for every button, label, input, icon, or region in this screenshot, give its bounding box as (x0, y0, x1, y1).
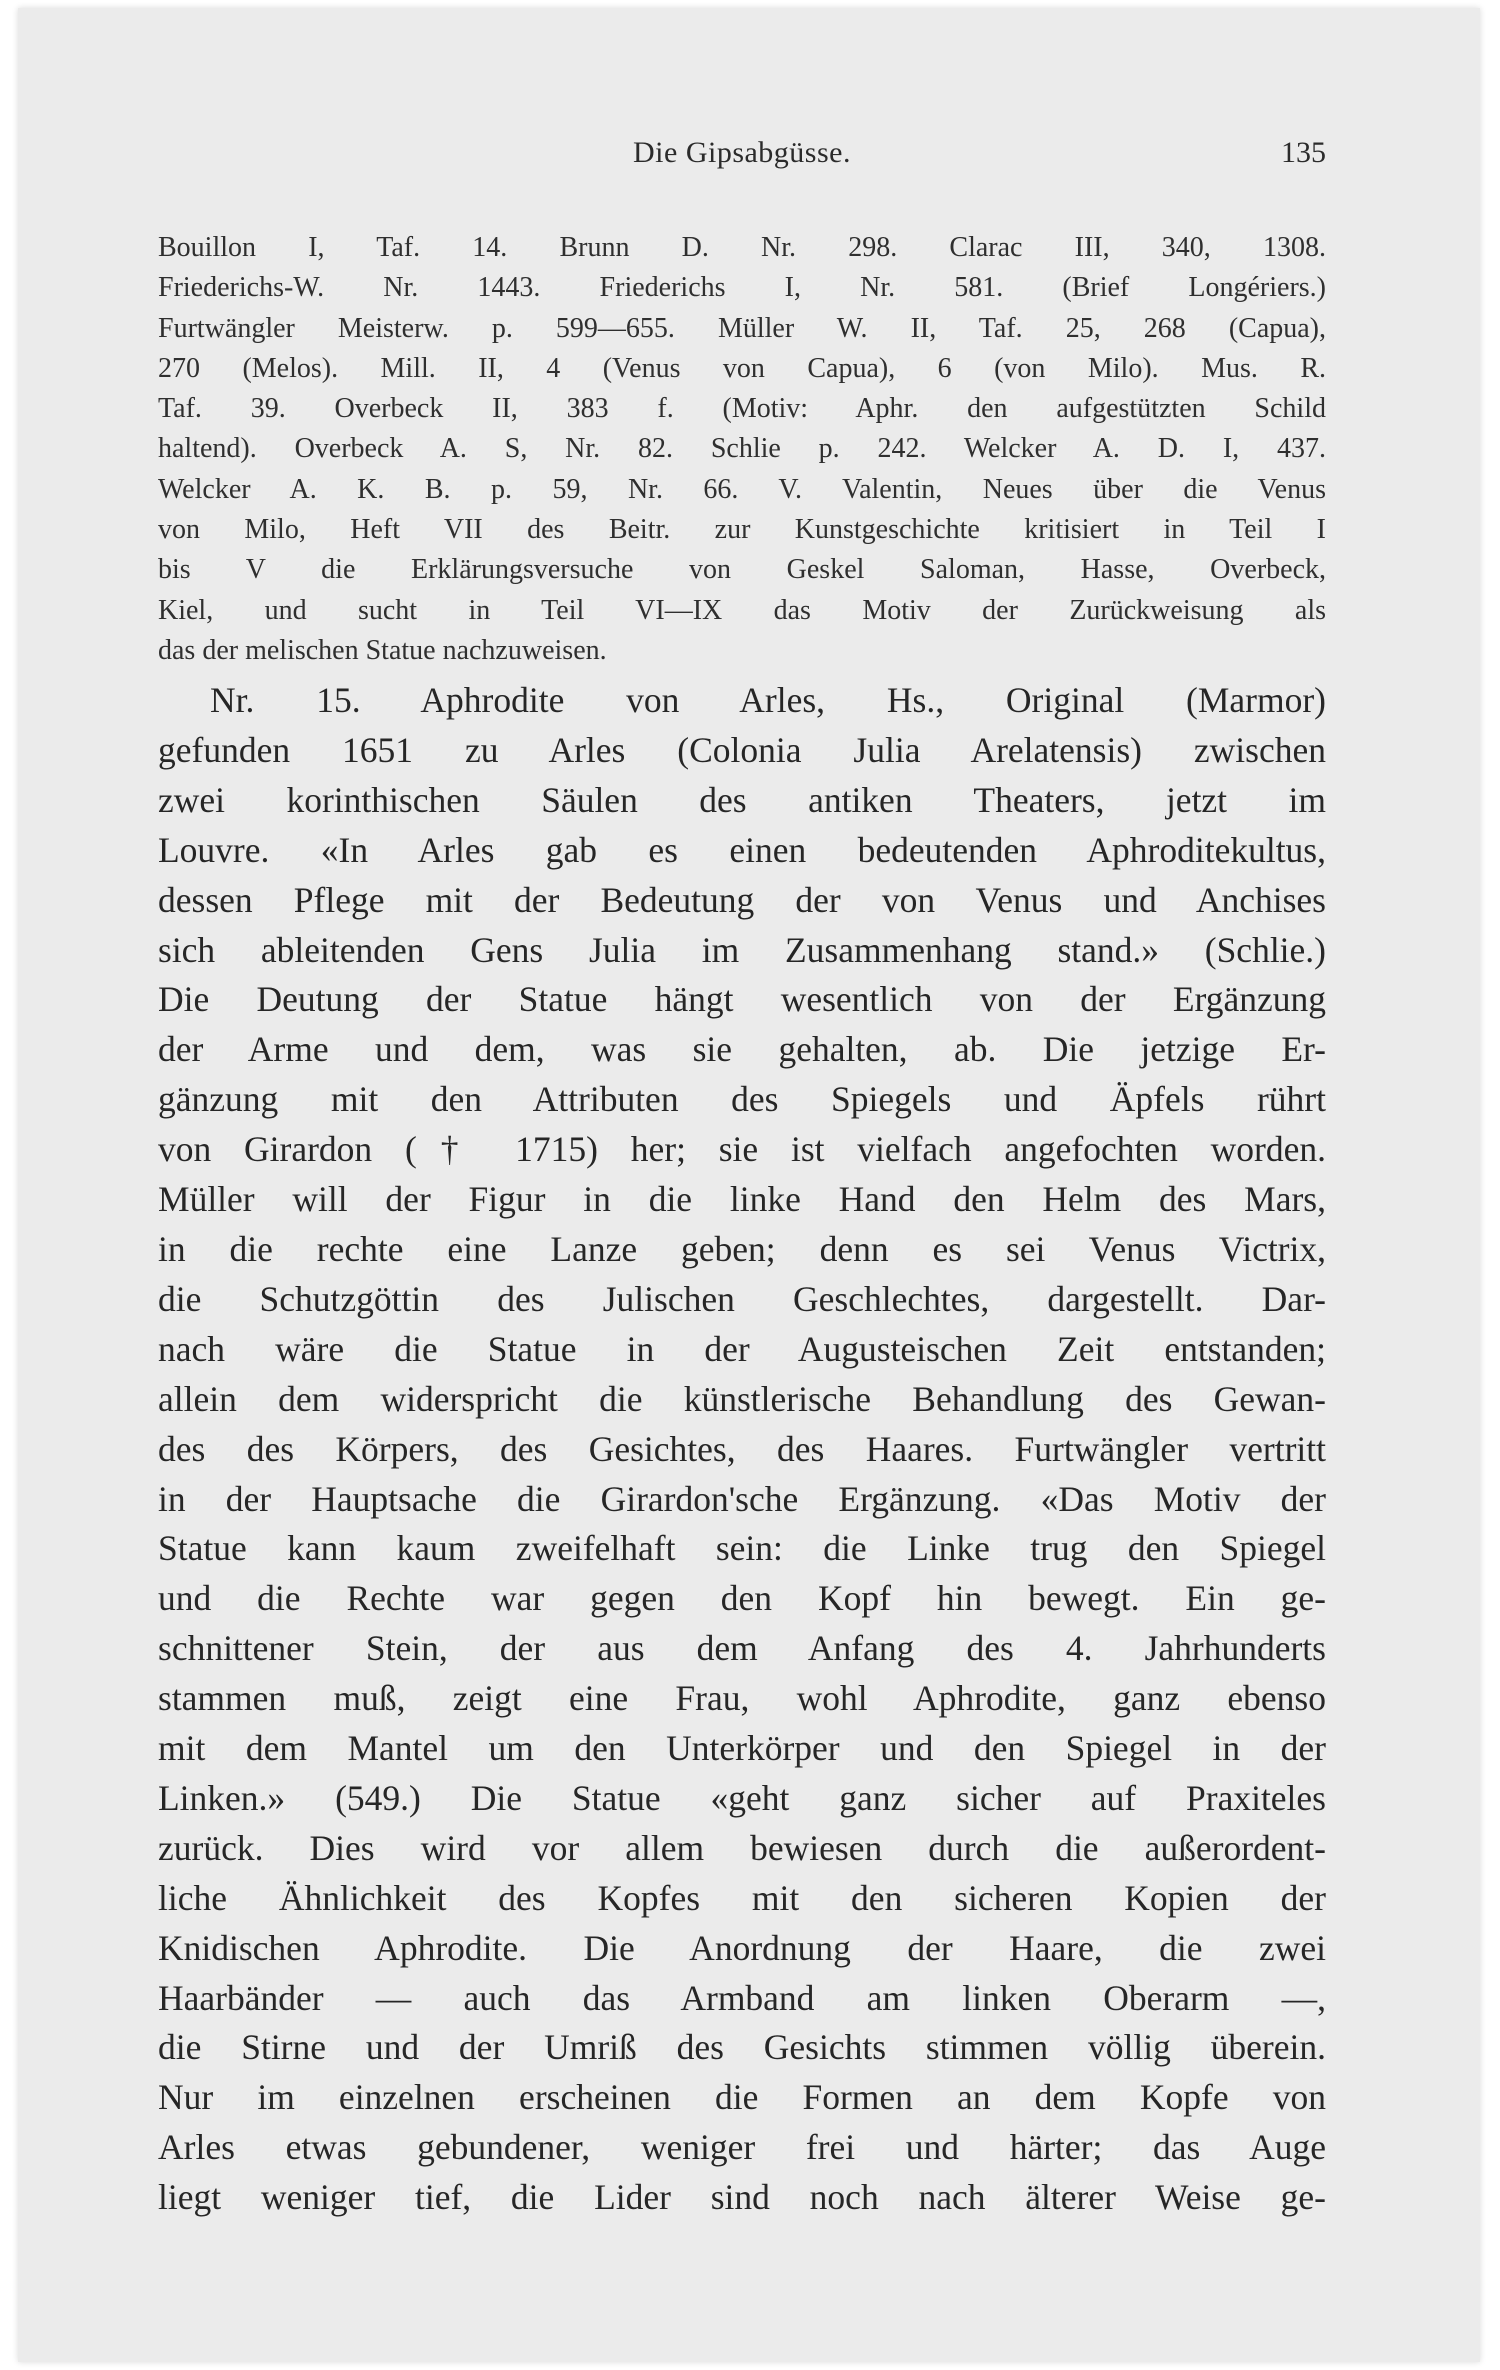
body-line: Linken.» (549.) Die Statue «geht ganz sicher auf Praxiteles (158, 1777, 1326, 1818)
body-line: Louvre. «In Arles gab es einen bedeutenden Aphroditekultus, (158, 829, 1326, 870)
body-line: in der Hauptsache die Girardon'sche Ergänzung. «Das Motiv der (158, 1478, 1326, 1519)
reference-line: Kiel, und sucht in Teil VI—IX das Motiv der Zurückweisung als (158, 594, 1326, 626)
reference-line: 270 (Melos). Mill. II, 4 (Venus von Capua), 6 (von Milo). Mus. R. (158, 352, 1326, 384)
reference-line: von Milo, Heft VII des Beitr. zur Kunstgeschichte kritisiert in Teil I (158, 514, 1326, 546)
reference-line: haltend). Overbeck A. S, Nr. 82. Schlie p. 242. Welcker A. D. I, 437. (158, 433, 1326, 465)
body-line: Nur im einzelnen erscheinen die Formen an dem Kopfe von (158, 2077, 1326, 2118)
body-line: allein dem widerspricht die künstlerische Behandlung des Gewan- (158, 1378, 1326, 1419)
body-line: Haarbänder — auch das Armband am linken Oberarm —, (158, 1977, 1326, 2018)
body-line: die Stirne und der Umriß des Gesichts stimmen völlig überein. (158, 2027, 1326, 2068)
body-line: Arles etwas gebundener, weniger frei und härter; das Auge (158, 2127, 1326, 2168)
body-line: nach wäre die Statue in der Augusteischen Zeit entstanden; (158, 1328, 1326, 1369)
bibliography-references (158, 228, 1326, 671)
body-line: gänzung mit den Attributen des Spiegels und Äpfels rührt (158, 1079, 1326, 1120)
reference-line: Friederichs-W. Nr. 1443. Friederichs I, Nr. 581. (Brief Longériers.) (158, 272, 1326, 304)
body-line: Statue kann kaum zweifelhaft sein: die Linke trug den Spiegel (158, 1528, 1326, 1569)
reference-line: das der melischen Statue nachzuweisen. (158, 634, 607, 666)
body-line: stammen muß, zeigt eine Frau, wohl Aphrodite, ganz ebenso (158, 1678, 1326, 1719)
body-line: mit dem Mantel um den Unterkörper und den Spiegel in der (158, 1728, 1326, 1769)
body-line: von Girardon († 1715) her; sie ist vielfach angefochten worden. (158, 1129, 1326, 1170)
body-line: liegt weniger tief, die Lider sind noch nach älterer Weise ge- (158, 2177, 1326, 2218)
entry-nr-15-aphrodite-von-arles (158, 676, 1326, 2223)
running-title: Die Gipsabgüsse. (633, 136, 851, 169)
body-line: zurück. Dies wird vor allem bewiesen durch die außerordent- (158, 1827, 1326, 1868)
entry-heading-line: Nr. 15. Aphrodite von Arles, Hs., Original (Marmor) (210, 680, 1326, 720)
running-head (158, 136, 1326, 176)
body-line: und die Rechte war gegen den Kopf hin bewegt. Ein ge- (158, 1578, 1326, 1619)
reference-line: Bouillon I, Taf. 14. Brunn D. Nr. 298. Clarac III, 340, 1308. (158, 232, 1326, 263)
body-line: des des Körpers, des Gesichtes, des Haares. Furtwängler vertritt (158, 1428, 1326, 1469)
body-line: Die Deutung der Statue hängt wesentlich von der Ergänzung (158, 979, 1326, 1020)
body-line: Müller will der Figur in die linke Hand den Helm des Mars, (158, 1179, 1326, 1220)
body-line: zwei korinthischen Säulen des antiken Theaters, jetzt im (158, 779, 1326, 820)
body-line: Knidischen Aphrodite. Die Anordnung der Haare, die zwei (158, 1927, 1326, 1968)
book-page (18, 8, 1480, 2362)
body-line: sich ableitenden Gens Julia im Zusammenhang stand.» (Schlie.) (158, 929, 1326, 970)
reference-line: Furtwängler Meisterw. p. 599—655. Müller W. II, Taf. 25, 268 (Capua), (158, 312, 1326, 344)
body-line: schnittener Stein, der aus dem Anfang des 4. Jahrhunderts (158, 1628, 1326, 1669)
body-line: dessen Pflege mit der Bedeutung der von Venus und Anchises (158, 879, 1326, 920)
page-number: 135 (1281, 136, 1326, 169)
body-line: der Arme und dem, was sie gehalten, ab. Die jetzige Er- (158, 1029, 1326, 1070)
reference-line: Taf. 39. Overbeck II, 383 f. (Motiv: Aphr. den aufgestützten Schild (158, 393, 1326, 425)
body-line: in die rechte eine Lanze geben; denn es sei Venus Victrix, (158, 1228, 1326, 1269)
reference-line: Welcker A. K. B. p. 59, Nr. 66. V. Valentin, Neues über die Venus (158, 473, 1326, 505)
body-line: gefunden 1651 zu Arles (Colonia Julia Arelatensis) zwischen (158, 729, 1326, 770)
body-line: die Schutzgöttin des Julischen Geschlechtes, dargestellt. Dar- (158, 1278, 1326, 1319)
reference-line: bis V die Erklärungsversuche von Geskel Saloman, Hasse, Overbeck, (158, 554, 1326, 586)
body-line: liche Ähnlichkeit des Kopfes mit den sicheren Kopien der (158, 1877, 1326, 1918)
